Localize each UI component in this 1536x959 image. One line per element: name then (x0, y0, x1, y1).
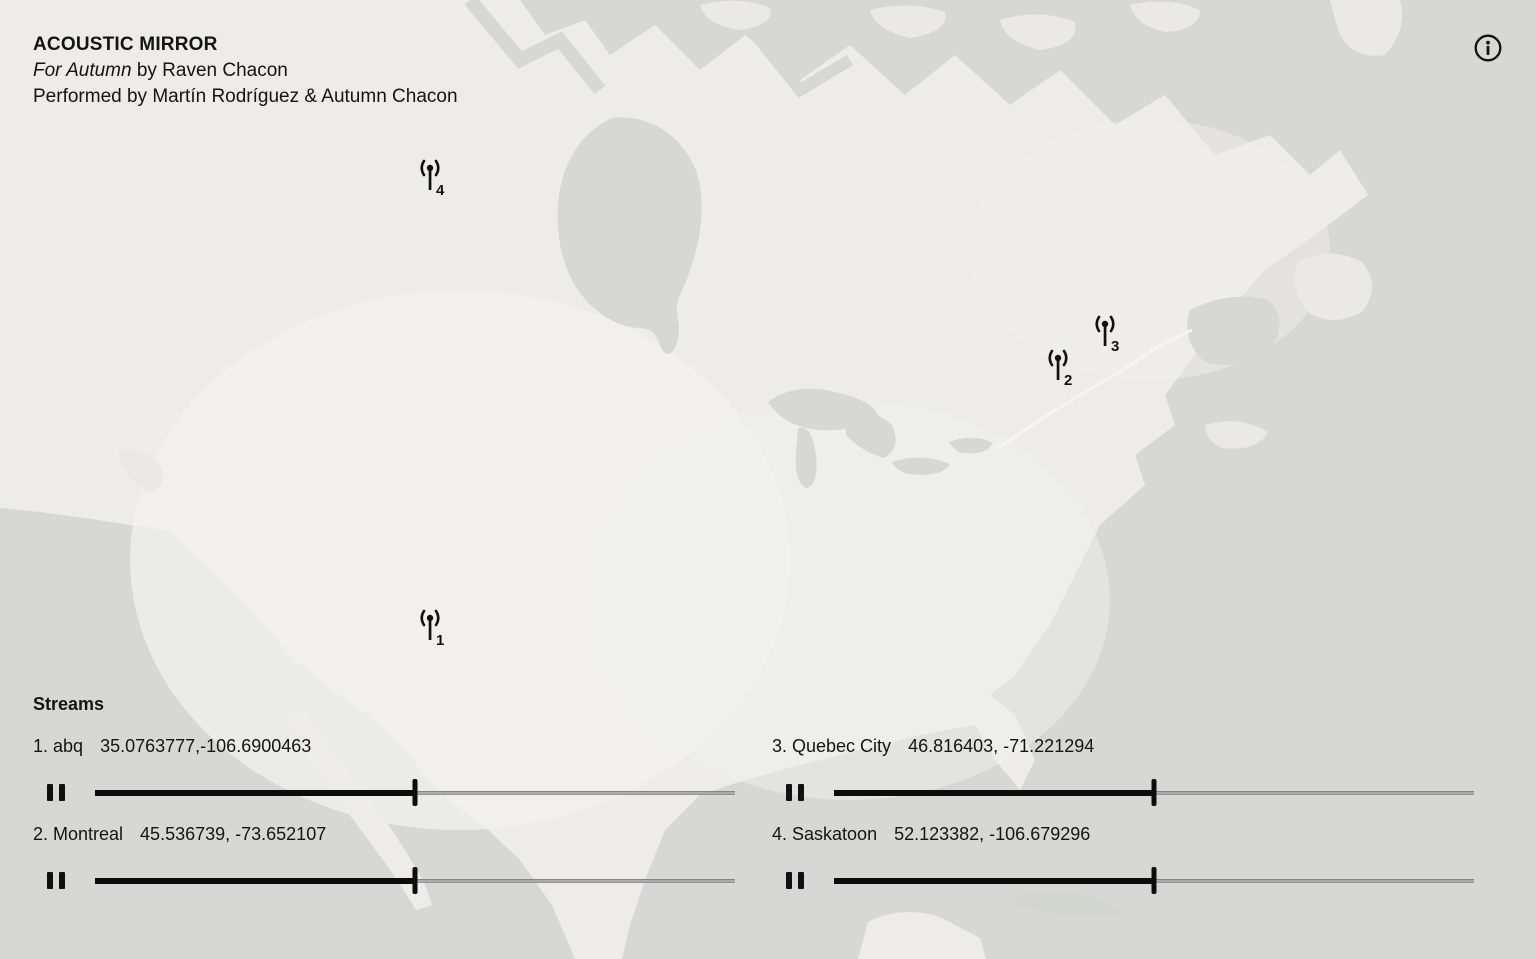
stream-coords: 45.536739, -73.652107 (140, 824, 327, 844)
map-quebec-highlight (970, 120, 1330, 380)
stream-label (772, 736, 1478, 760)
pause-icon (59, 784, 65, 801)
streams-heading: Streams (33, 694, 105, 714)
stream-id (33, 824, 123, 845)
info-icon (1473, 33, 1503, 63)
pause-icon (798, 784, 804, 801)
seek-track[interactable] (834, 779, 1474, 806)
app-title: ACOUSTIC MIRROR (33, 34, 218, 55)
track-played (95, 790, 415, 796)
work-title: For Autumn (33, 60, 132, 81)
stream-coords: 46.816403, -71.221294 (908, 736, 1095, 756)
stream-id (33, 736, 83, 757)
seek-track[interactable] (95, 779, 735, 806)
stream-row-2 (33, 824, 739, 894)
seek-track[interactable] (834, 867, 1474, 894)
stream-label (33, 736, 739, 760)
map-marker-2 (1041, 348, 1075, 394)
audio-player-2 (33, 867, 739, 894)
stream-name: Quebec City (792, 736, 892, 756)
marker-number: 4 (436, 182, 445, 199)
pause-icon (47, 784, 53, 801)
audio-player-4 (772, 867, 1478, 894)
marker-number: 1 (436, 632, 445, 649)
map-marker-3 (1088, 314, 1122, 360)
info-button[interactable] (1473, 33, 1503, 63)
stream-row-4 (772, 824, 1478, 894)
app-header (33, 32, 458, 110)
pause-icon (47, 872, 53, 889)
stream-row-1 (33, 736, 739, 806)
pause-icon (798, 872, 804, 889)
stream-name: Saskatoon (792, 824, 878, 844)
stream-number: 4. (772, 824, 788, 844)
track-played (95, 878, 415, 884)
stream-coords: 52.123382, -106.679296 (894, 824, 1091, 844)
pause-button[interactable] (786, 784, 804, 801)
playhead-handle[interactable] (1152, 779, 1157, 806)
marker-number: 3 (1111, 338, 1120, 355)
stream-number: 1. (33, 736, 49, 756)
stream-name: Montreal (53, 824, 124, 844)
pause-button[interactable] (786, 872, 804, 889)
stream-coords: 35.0763777,-106.6900463 (100, 736, 312, 756)
playhead-handle[interactable] (1152, 867, 1157, 894)
stream-id (772, 736, 891, 757)
work-byline-line (33, 58, 458, 84)
work-byline: by Raven Chacon (131, 60, 288, 81)
seek-track[interactable] (95, 867, 735, 894)
marker-number: 2 (1064, 372, 1073, 389)
track-played (834, 878, 1154, 884)
stream-number: 2. (33, 824, 49, 844)
stream-label (772, 824, 1478, 848)
stream-label (33, 824, 739, 848)
track-played (834, 790, 1154, 796)
pause-button[interactable] (47, 784, 65, 801)
map-marker-1 (413, 608, 447, 654)
pause-icon (786, 872, 792, 889)
pause-button[interactable] (47, 872, 65, 889)
playhead-handle[interactable] (413, 867, 418, 894)
pause-icon (786, 784, 792, 801)
performers-line: Performed by Martín Rodríguez & Autumn Chacon (33, 86, 458, 107)
stream-row-3 (772, 736, 1478, 806)
stream-number: 3. (772, 736, 788, 756)
map-marker-4 (413, 158, 447, 204)
pause-icon (59, 872, 65, 889)
stream-name: abq (53, 736, 84, 756)
playhead-handle[interactable] (413, 779, 418, 806)
audio-player-3 (772, 779, 1478, 806)
stream-id (772, 824, 877, 845)
audio-player-1 (33, 779, 739, 806)
